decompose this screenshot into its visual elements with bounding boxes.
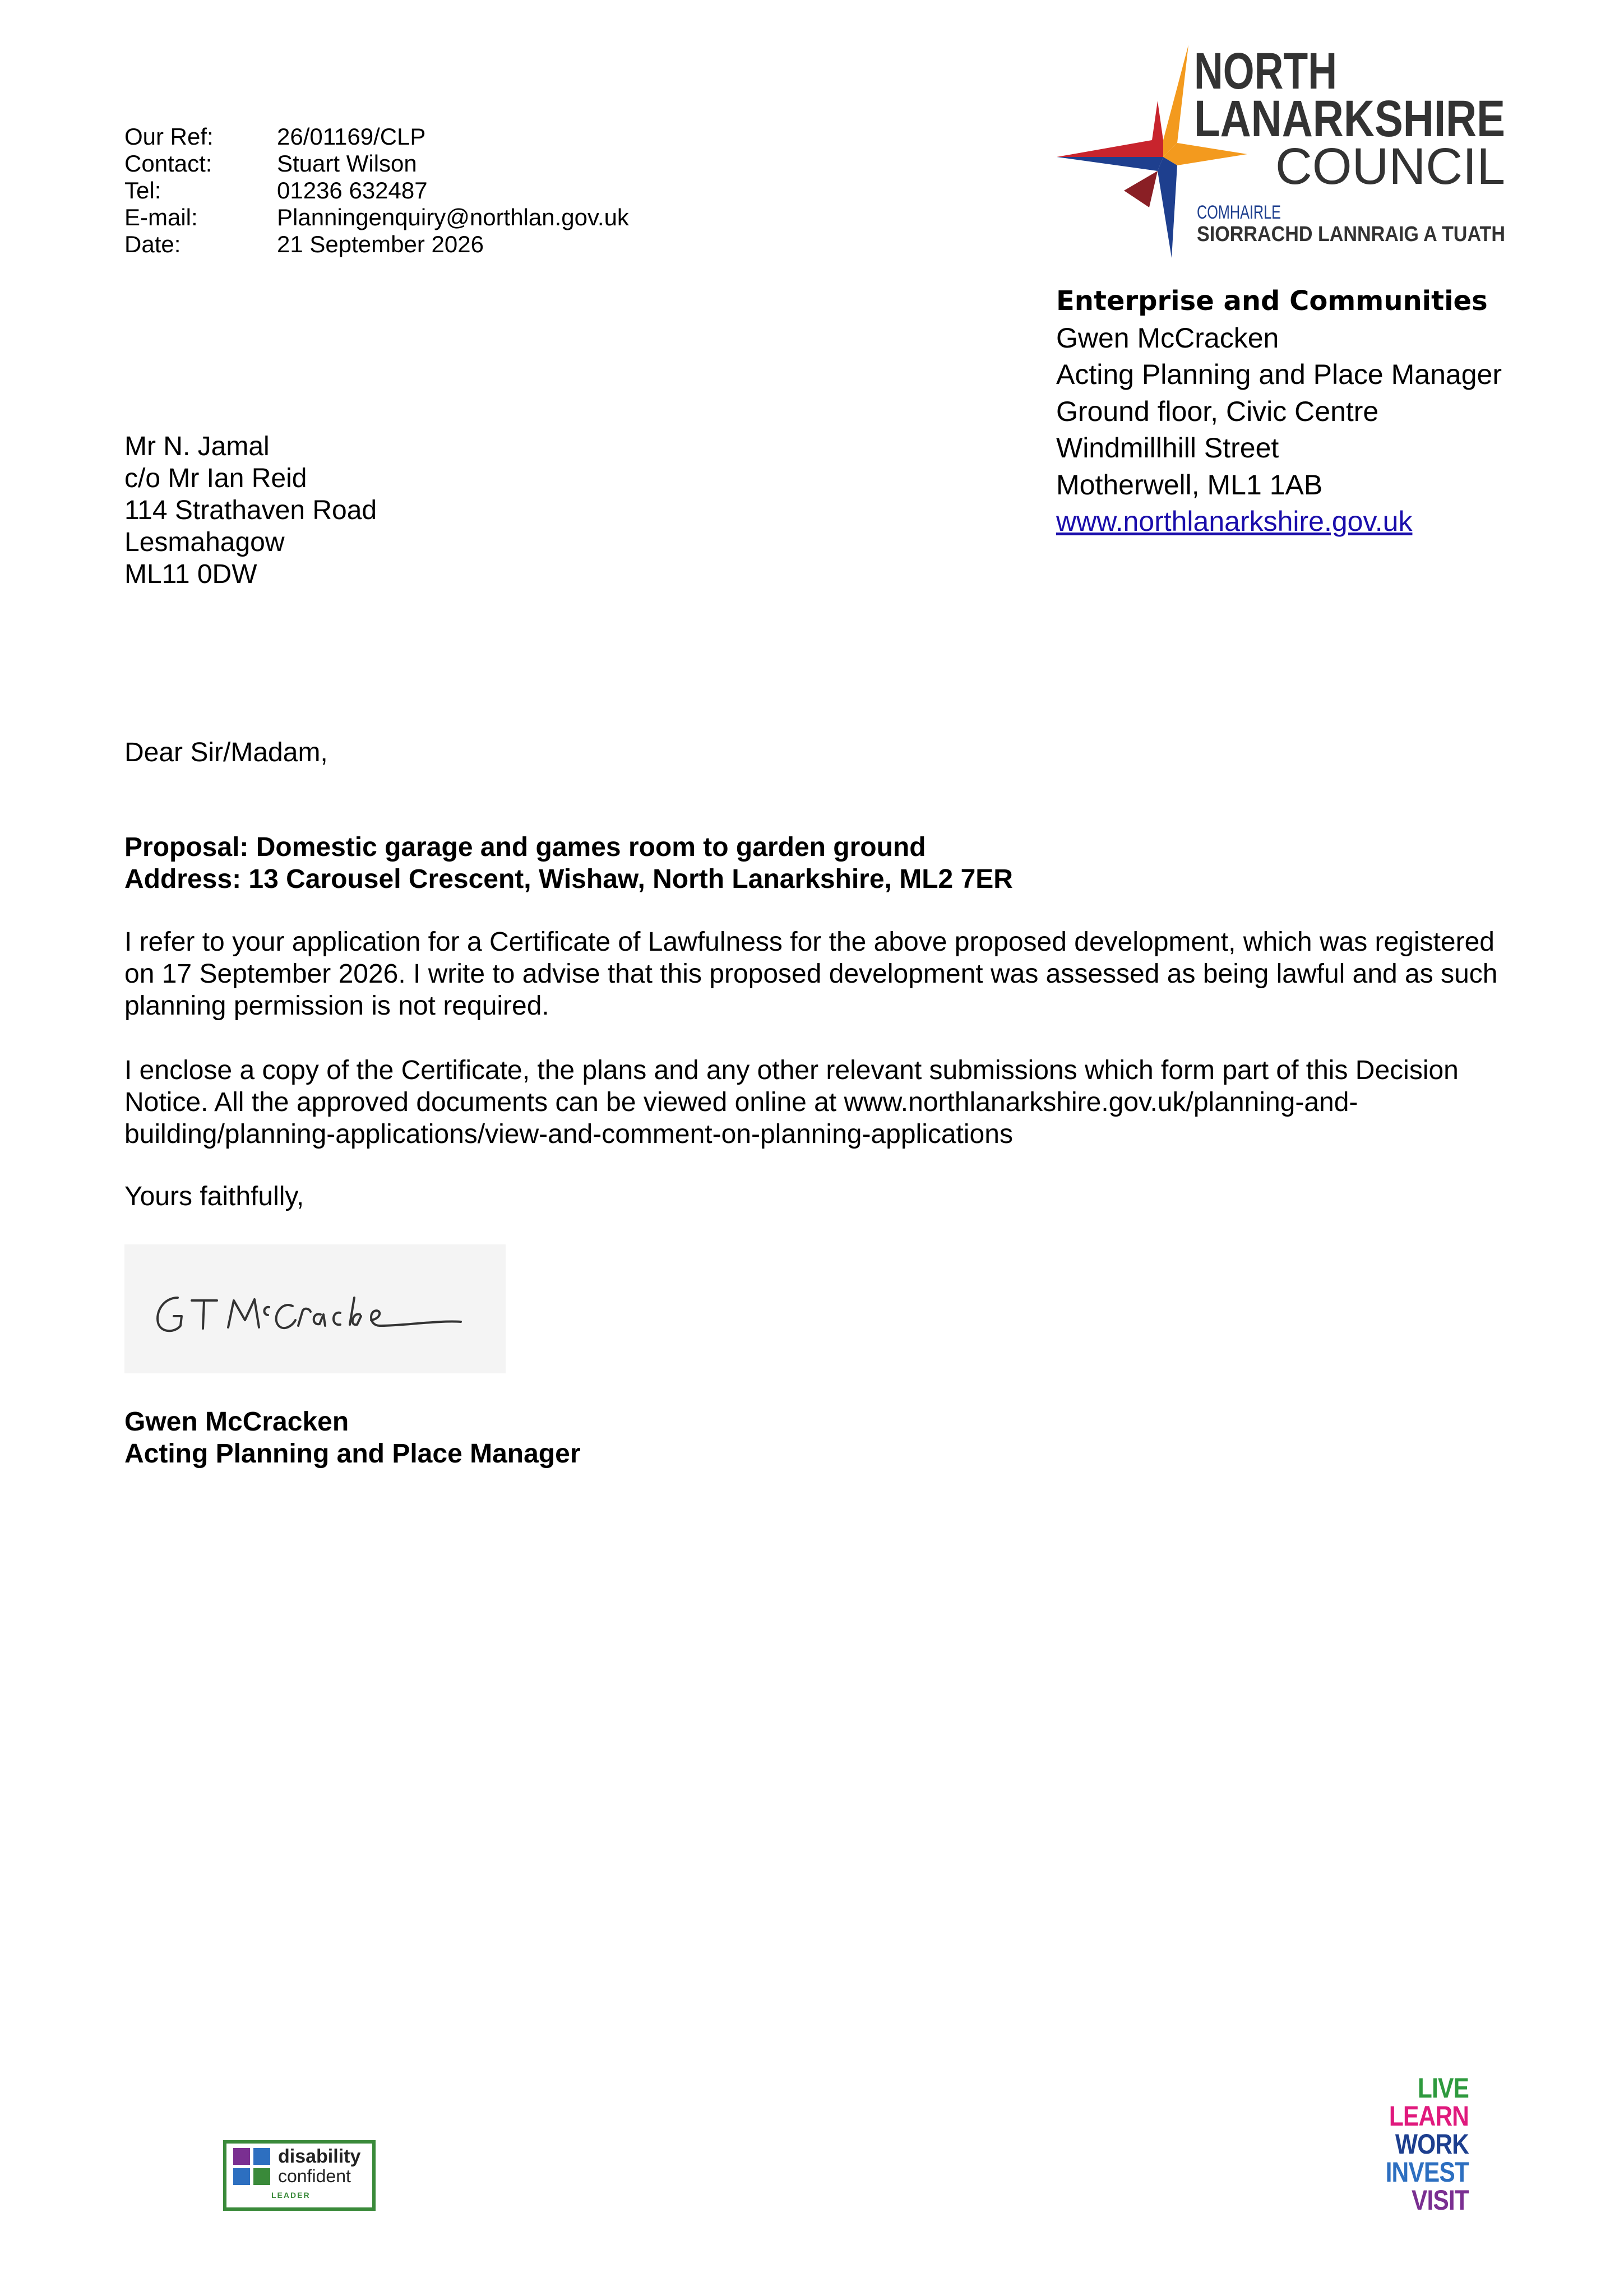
slogan-word: LIVE [1417,2072,1469,2104]
department-block [1056,283,1502,540]
ref-value: Planningenquiry@northlan.gov.uk [277,204,629,230]
logo-line3: COUNCIL [1275,138,1505,195]
dc-word1: disability [278,2146,361,2167]
slogan-word: LEARN [1389,2100,1469,2132]
greeting: Dear Sir/Madam, [124,738,328,767]
signoff-name: Gwen McCracken [124,1407,349,1437]
logo-gaelic2: SIORRACHD LANNRAIG A TUATH [1197,223,1505,246]
ref-label: Contact: [124,150,212,177]
department-line: Acting Planning and Place Manager [1056,359,1502,390]
department-line: Windmillhill Street [1056,432,1279,464]
addressee-line: ML11 0DW [124,559,257,589]
ref-value: Stuart Wilson [277,150,417,177]
slogan-logo [1362,2074,1469,2214]
addressee-line: c/o Mr Ian Reid [124,464,307,493]
reference-block [124,123,629,258]
body-paragraph-2: I enclose a copy of the Certificate, the plans and any other relevant submissions which form part of this Decision Notice. All the approved documents can be viewed online at www.northlanarkshire.gov.uk/planning-and-building/planning-applications/view-and-comment-on-planning-applications [124,1056,1459,1149]
ref-value: 26/01169/CLP [277,123,426,150]
logo-gaelic1: COMHAIRLE [1197,202,1281,223]
council-logo [1057,45,1511,263]
ref-label: Our Ref: [124,123,214,150]
address-line: Address: 13 Carousel Crescent, Wishaw, North Lanarkshire, ML2 7ER [124,864,1013,894]
slogan-word: INVEST [1385,2156,1469,2188]
closing: Yours faithfully, [124,1182,304,1211]
addressee-line: Lesmahagow [124,527,285,557]
signoff-block [124,1406,581,1470]
logo-line2: LANARKSHIRE [1194,90,1505,147]
department-line: Gwen McCracken [1056,322,1279,354]
signature-image [124,1244,506,1373]
dc-word2: confident [278,2166,351,2186]
ref-label: Tel: [124,177,161,203]
department-title: Enterprise and Communities [1056,285,1488,317]
addressee-block [124,430,377,590]
body-paragraph-1: I refer to your application for a Certificate of Lawfulness for the above proposed development, which was registered on 17 September 2026. I write to advise that this proposed development was assessed as being lawful and as such planning permission is not required. [124,927,1498,1021]
ref-row-date [124,231,629,258]
ref-value: 01236 632487 [277,177,428,203]
ref-row-tel [124,177,629,204]
ref-label: Date: [124,231,181,257]
department-line: Motherwell, ML1 1AB [1056,469,1323,501]
addressee-line: Mr N. Jamal [124,432,270,461]
department-line: Ground floor, Civic Centre [1056,395,1379,427]
disability-confident-logo [223,2140,376,2211]
proposal-block [124,831,1013,895]
dc-people-icon [233,2148,250,2165]
ref-value: 21 September 2026 [277,231,484,257]
logo-line1: NORTH [1194,43,1337,100]
ref-label: E-mail: [124,204,198,230]
dc-check-icon [253,2148,270,2165]
signoff-title: Acting Planning and Place Manager [124,1439,581,1469]
website-link[interactable]: www.northlanarkshire.gov.uk [1056,506,1413,537]
slogan-word: VISIT [1411,2184,1469,2216]
ref-row-email [124,204,629,231]
dc-lock-icon [233,2168,250,2185]
ref-row-our-ref [124,123,629,150]
addressee-line: 114 Strathaven Road [124,496,377,525]
dc-star-icon [253,2168,270,2185]
proposal-line: Proposal: Domestic garage and games room to garden ground [124,832,926,862]
slogan-word: WORK [1395,2128,1469,2160]
ref-row-contact [124,150,629,177]
dc-word3: LEADER [271,2191,311,2200]
